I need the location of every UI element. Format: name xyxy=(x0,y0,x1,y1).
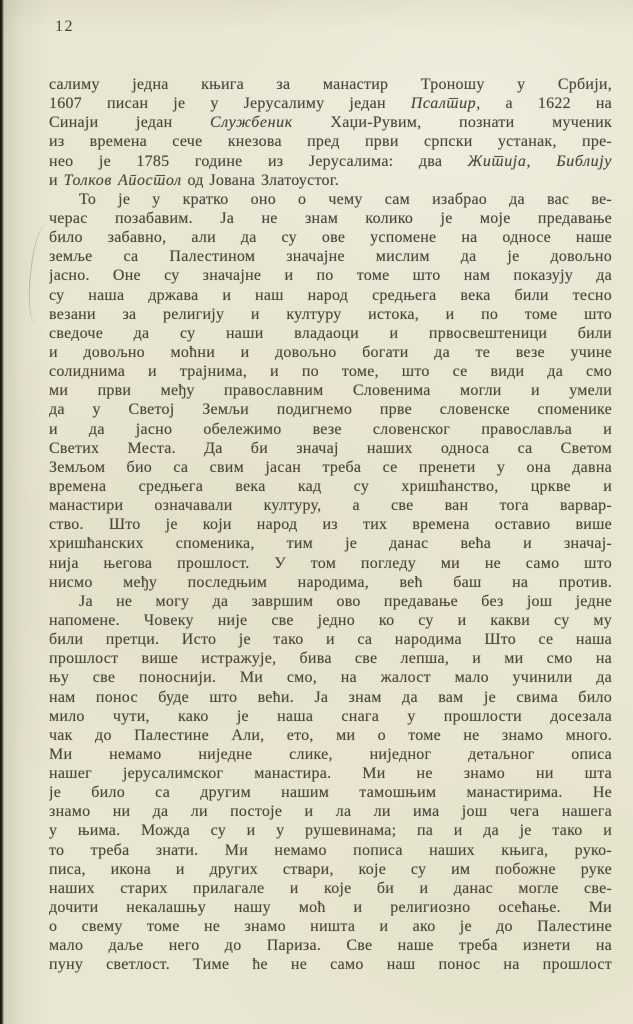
text-segment: и xyxy=(49,171,64,189)
text-line xyxy=(49,879,612,898)
text-segment: ми први међу православним Словенима могли и умели xyxy=(49,382,612,400)
text-segment: напомене. Човеку није све једно ко су и какви су му xyxy=(49,611,612,629)
text-line xyxy=(49,745,612,764)
text-line xyxy=(49,592,612,611)
text-segment: салиму једна књига за манастир Троношу у Србији, xyxy=(49,76,612,93)
text-line xyxy=(49,113,612,132)
text-line xyxy=(49,171,612,190)
text-line xyxy=(49,515,612,534)
text-segment: је било са другим нашим тамошњим манастирима. Не xyxy=(49,784,612,802)
text-line xyxy=(49,190,612,209)
text-segment: нам понос буде што већи. Ја знам да вам је свима било xyxy=(49,688,612,706)
text-segment: манастири означавали културу, а све ван тога варвар- xyxy=(49,497,612,515)
text-line xyxy=(49,152,612,171)
text-line xyxy=(49,630,612,649)
text-segment: земље са Палестином значајне мислим да је довољно xyxy=(49,248,612,266)
text-segment: черас позабавим. Ја не знам колико је моје предавање xyxy=(49,209,612,227)
text-line xyxy=(49,496,612,515)
text-segment: Ми немамо ниједне слике, ниједног детаљног описа xyxy=(49,745,612,763)
text-line xyxy=(49,362,612,381)
text-segment: нија његова прошлост. У том погледу ми не само што xyxy=(49,554,612,572)
text-segment: чак до Палестине Али, ето, ми о томе не знамо много. xyxy=(49,726,612,744)
text-segment: пуну светлост. Тиме ће не само наш понос на прошлост xyxy=(49,956,612,974)
text-line xyxy=(49,841,612,860)
text-segment: Светих Места. Да би значај наших односа са Светом xyxy=(49,439,612,457)
text-segment: ство. Што је који народ из тих времена оставио више xyxy=(49,516,612,534)
text-line xyxy=(49,668,612,687)
text-segment: Земљом био са свим јасан треба се пренети у она давна xyxy=(49,458,612,476)
text-segment: су наша држава и наш народ средњега века били тесно xyxy=(49,286,612,304)
text-line xyxy=(49,209,612,228)
text-segment: , а 1622 на xyxy=(476,95,612,113)
text-segment: и довољно моћни и довољно богати да те везе учине xyxy=(49,343,612,361)
text-line xyxy=(49,247,612,266)
text-line xyxy=(49,266,612,285)
text-segment: нисмо међу последњим народима, већ баш на против. xyxy=(49,573,612,591)
text-line xyxy=(49,439,612,458)
text-line xyxy=(49,400,612,419)
text-line xyxy=(49,917,612,936)
text-line xyxy=(49,534,612,553)
text-segment: хришћанских споменика, тим је данас већа и значај- xyxy=(49,535,612,553)
text-line xyxy=(49,573,612,592)
text-segment: јасно. Оне су значајне и по томе што нам показују да xyxy=(49,267,612,285)
paragraph xyxy=(49,75,612,190)
text-segment: сведоче да су наши владаоци и првосвештеници били xyxy=(49,324,612,342)
text-line xyxy=(49,228,612,247)
text-segment: нео је 1785 године из Јерусалима: два xyxy=(49,152,468,170)
text-segment: било забавно, али да су ове успомене на односе наше xyxy=(49,229,612,247)
text-line xyxy=(49,477,612,496)
text-segment: о свему томе не знамо ништа и ако је до Палестине xyxy=(49,918,612,936)
text-line xyxy=(49,286,612,305)
text-segment: наших старих прилагале и које би и данас могле све- xyxy=(49,879,612,897)
text-line xyxy=(49,75,612,94)
text-line xyxy=(49,343,612,362)
text-segment: то треба знати. Ми немамо пописа наших књига, руко- xyxy=(49,841,612,859)
text-line xyxy=(49,420,612,439)
text-segment: писа, икона и других ствари, које су им побожне руке xyxy=(49,860,612,878)
italic-text-segment: Библију xyxy=(556,152,612,170)
paragraph xyxy=(49,592,612,975)
text-line xyxy=(49,707,612,726)
text-segment: , xyxy=(526,152,557,170)
text-line xyxy=(49,898,612,917)
scan-edge-shadow xyxy=(0,0,4,1024)
text-segment: мало даље него до Париза. Све наше треба изнети на xyxy=(49,937,612,955)
text-segment: од Јована Златоустог. xyxy=(181,171,340,189)
italic-text-segment: Житија xyxy=(467,152,527,170)
text-segment: прошлост више истражује, бива све лепша, и ми смо на xyxy=(49,650,612,668)
text-line xyxy=(49,860,612,879)
italic-text-segment: Псалтир xyxy=(410,95,477,113)
text-line xyxy=(49,726,612,745)
text-line xyxy=(49,305,612,324)
text-line xyxy=(49,324,612,343)
text-segment: дочити некалашњу нашу моћ и религиозно осећање. Ми xyxy=(49,899,612,917)
text-line xyxy=(49,821,612,840)
text-segment: Синаји један xyxy=(49,114,211,132)
text-line xyxy=(49,554,612,573)
text-segment: у њима. Можда су и у рушевинама; па и да је тако и xyxy=(49,822,612,840)
text-line xyxy=(49,649,612,668)
text-segment: знамо ни да ли постоје и ла ли има још чега нашега xyxy=(49,803,612,821)
italic-text-segment: Толков Апостол xyxy=(63,171,182,189)
text-line xyxy=(49,458,612,477)
text-segment: То је у кратко оно о чему сам изабрао да вас ве- xyxy=(79,190,612,208)
text-segment: солиднима и трајнима, и по томе, што се види да смо xyxy=(49,363,612,381)
text-segment: везани за религију и културу истока, и по томе што xyxy=(49,305,612,323)
text-segment: времена средњега века кад су хришћанство, цркве и xyxy=(49,477,612,495)
text-line xyxy=(49,688,612,707)
text-line xyxy=(49,132,612,151)
text-line xyxy=(49,611,612,630)
text-segment: били претци. Исто је тако и са народима Што се наша xyxy=(49,631,612,649)
text-segment: мило чути, како је наша снага у прошлости досезала xyxy=(49,707,612,725)
text-line xyxy=(49,783,612,802)
text-line xyxy=(49,94,612,113)
text-block xyxy=(49,75,612,975)
italic-text-segment: Службеник xyxy=(210,114,293,132)
text-segment: њу све поноснији. Ми смо, на жалост мало учинили да xyxy=(49,669,612,687)
text-segment: да у Светој Земљи подигнемо прве словенске споменике xyxy=(49,401,612,419)
text-segment: 1607 писан је у Јерусалиму један xyxy=(49,95,411,113)
text-line xyxy=(49,955,612,974)
text-segment: нашег јерусалимског манастира. Ми не знамо ни шта xyxy=(49,765,612,783)
page-number: 12 xyxy=(55,18,74,35)
text-line xyxy=(49,764,612,783)
text-segment: Ја не могу да завршим ово предавање без још једне xyxy=(79,592,612,610)
text-line xyxy=(49,936,612,955)
text-segment: из времена сече кнезова пред први српски устанак, пре- xyxy=(49,133,612,151)
text-line xyxy=(49,381,612,400)
text-segment: Хаџи-Рувим, познати мученик xyxy=(292,114,612,132)
text-segment: и да јасно обележимо везе словенског православља и xyxy=(49,420,612,438)
text-line xyxy=(49,802,612,821)
paragraph xyxy=(49,190,612,592)
